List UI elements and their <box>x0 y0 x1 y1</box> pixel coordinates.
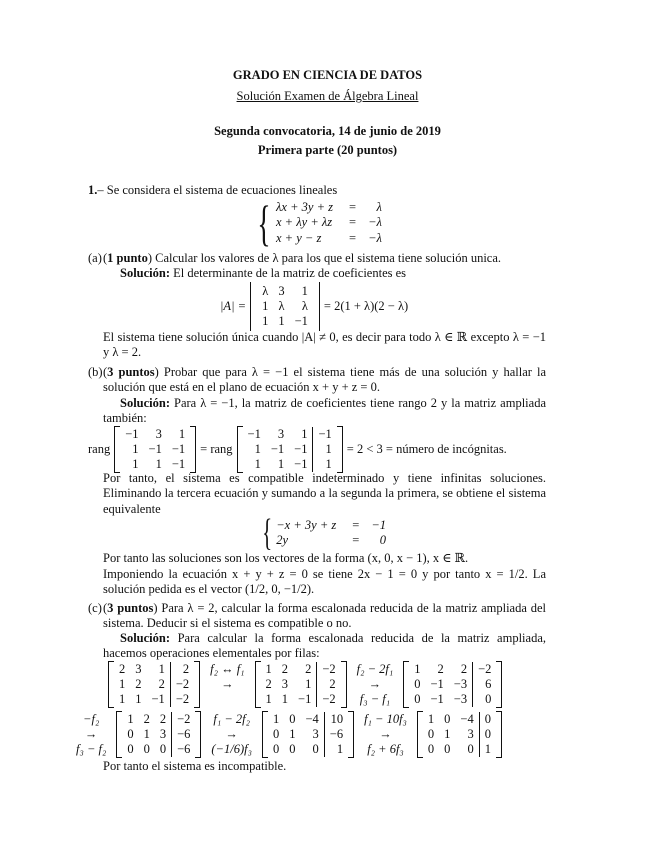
matrix-entry: 1 <box>281 692 289 706</box>
matrix-1 <box>108 661 200 708</box>
rang-label: rang <box>88 442 111 456</box>
matrix-entry: 2 <box>159 712 167 726</box>
equation-eq: = <box>352 517 360 532</box>
matrix-row <box>114 677 194 692</box>
matrix-entry: −2 <box>317 662 341 677</box>
matrix-entry: 2 <box>437 662 444 676</box>
determinant-row <box>220 282 408 331</box>
rank-conclusion: = 2 < 3 = número de incógnitas. <box>346 442 507 456</box>
equation-rhs: 0 <box>379 533 387 547</box>
matrix-entry: 1 <box>301 284 308 298</box>
matrix-row <box>122 727 195 742</box>
matrix-entry: −2 <box>172 712 196 727</box>
part-a-label: (a) <box>88 251 102 265</box>
matrix-entry: 0 <box>289 712 296 726</box>
part-a-question: Calcular los valores de λ para los que el sistema tiene solución unica. <box>152 251 502 265</box>
part-b-question: Probar que para λ = −1 el sistema tiene más de una solución y hallar la solución que está en el plano de ecuación x + y + z = 0. <box>103 365 546 395</box>
left-brace: { <box>257 195 271 251</box>
coefficient-matrix <box>114 426 196 473</box>
rank-row <box>88 426 507 473</box>
matrix-row <box>122 712 195 727</box>
matrix-entry: −1 <box>270 442 285 456</box>
part-a-prompt <box>103 251 546 266</box>
matrix-entry: 3 <box>135 662 142 676</box>
matrix-table <box>120 427 190 472</box>
operation-line: f₂ ↔ f₁ <box>210 662 245 676</box>
part-b-prompt <box>103 365 546 396</box>
matrix-row <box>423 742 496 757</box>
matrix-entry: −1 <box>430 692 444 706</box>
equation-rhs: −1 <box>371 517 387 532</box>
matrix-entry: 1 <box>119 677 126 691</box>
solution-label: Solución: <box>120 396 171 410</box>
matrix-table <box>268 712 348 757</box>
part-b-label: (b) <box>88 365 103 379</box>
matrix-entry: 1 <box>119 692 126 706</box>
matrix-entry: −2 <box>170 677 194 692</box>
matrix-entry: 0 <box>272 727 280 741</box>
matrix-entry: 3 <box>159 727 167 741</box>
matrix-entry: 3 <box>277 427 285 441</box>
equation-eq: = <box>349 215 357 230</box>
matrix-row <box>261 692 341 707</box>
part-b-paragraph-2: Por tanto las soluciones son los vectores de la forma (x, 0, x − 1), x ∈ ℝ. <box>103 551 469 565</box>
part-c-question: Para λ = 2, calcular la forma escalonada reducida de la matriz ampliada del sistema. Deducir si el sistema es compatible o no. <box>103 601 546 631</box>
operation-line <box>226 692 229 707</box>
operation-line: f₂ + 6f₃ <box>367 742 404 756</box>
matrix-row <box>257 299 313 314</box>
matrix-entry: −3 <box>453 677 468 691</box>
part-b-points: ( 3 puntos ) <box>103 365 159 379</box>
matrix-entry: −1 <box>125 427 139 441</box>
matrix-entry: 1 <box>262 314 269 328</box>
problem-number: 1. <box>88 183 98 197</box>
matrix-entry: −2 <box>317 692 341 707</box>
matrix-row <box>409 677 496 692</box>
solution-text: El determinante de la matriz de coeficientes es <box>170 266 407 280</box>
matrix-entry: 1 <box>444 727 451 741</box>
part-a-conclusion: El sistema tiene solución única cuando |A| ≠ 0, es decir para todo λ ∈ ℝ excepto λ = −1 y λ = 2. <box>103 330 546 360</box>
matrix-entry: 1 <box>132 442 139 456</box>
matrix-entry: −1 <box>313 427 337 442</box>
matrix-row <box>423 727 496 742</box>
matrix-entry: 6 <box>473 677 497 692</box>
matrix-row <box>122 742 195 757</box>
matrix-entry: −1 <box>298 692 312 706</box>
part-a-solution <box>103 266 546 281</box>
part-c-solution <box>103 631 546 662</box>
matrix-row <box>243 457 337 472</box>
matrix-entry: 2 <box>460 662 468 676</box>
matrix-entry: 1 <box>301 427 308 441</box>
matrix-entry: λ <box>301 299 308 313</box>
matrix-entry: 3 <box>467 727 474 741</box>
matrix-entry: −3 <box>453 692 468 706</box>
matrix-entry: 2 <box>135 677 142 691</box>
matrix-entry: −6 <box>172 742 196 757</box>
matrix-row <box>257 314 313 329</box>
matrix-entry: 0 <box>479 712 496 727</box>
matrix-2 <box>255 661 347 708</box>
equation-row <box>274 533 392 549</box>
matrix-row <box>114 692 194 707</box>
matrix-entry: −4 <box>305 712 319 726</box>
matrix-row <box>114 662 194 677</box>
equation-lhs: −x + 3y + z <box>276 517 337 532</box>
equation-lhs: x + y − z <box>276 230 322 245</box>
matrix-6 <box>417 711 502 758</box>
matrix-row <box>268 727 348 742</box>
matrix-entry: −2 <box>170 692 194 707</box>
matrix-entry: 1 <box>277 457 285 471</box>
part-c-prompt <box>103 601 546 632</box>
part-c-conclusion: Por tanto el sistema es incompatible. <box>103 759 287 773</box>
matrix-entry: 1 <box>265 662 272 676</box>
matrix-entry: 2 <box>317 677 341 692</box>
det-rhs: = 2(1 + λ)(2 − λ) <box>323 299 409 313</box>
row-operation-3 <box>76 712 106 757</box>
operation-line: → <box>225 727 238 741</box>
matrix-entry: 2 <box>143 712 150 726</box>
equation-row <box>274 518 392 534</box>
matrix-entry: −1 <box>294 457 308 471</box>
equation-row <box>274 215 388 231</box>
matrix-table <box>409 662 496 707</box>
matrix-table <box>122 712 195 757</box>
matrix-entry: 0 <box>272 742 280 756</box>
matrix-entry: 3 <box>155 427 162 441</box>
operation-line: (−1/6)f₃ <box>211 742 252 756</box>
operation-line: → <box>379 727 392 741</box>
matrix-entry: 0 <box>127 727 134 741</box>
matrix-entry: λ <box>262 284 269 298</box>
matrix-table <box>423 712 496 757</box>
operation-line: f₃ − f₂ <box>76 742 107 756</box>
solution-text: Para calcular la forma escalonada reducida de la matriz ampliada, hacemos operaciones elementales por filas: <box>103 631 546 661</box>
operation-line: f₂ − 2f₁ <box>356 662 394 676</box>
left-brace: { <box>262 512 273 554</box>
equation-lhs: x + λy + λz <box>276 215 333 230</box>
matrix-entry: 0 <box>479 727 496 742</box>
matrix-entry: 1 <box>262 299 269 313</box>
matrix-entry: −1 <box>430 677 444 691</box>
matrix-entry: 2 <box>119 662 126 676</box>
equation-lhs: 2y <box>276 533 289 547</box>
matrix-row <box>261 677 341 692</box>
matrix-entry: 2 <box>281 662 289 676</box>
matrix-entry: λ <box>278 299 285 313</box>
matrix-entry: 1 <box>414 662 421 676</box>
matrix-entry: 1 <box>272 712 280 726</box>
part-b-paragraph-1: Por tanto, el sistema es compatible indeterminado y tiene infinitas soluciones. Eliminando la tercera ecuación y sumando a la segunda la primera, se obtiene el sistema equivalente <box>103 471 546 516</box>
matrix-row <box>261 662 341 677</box>
part-c-label: (c) <box>88 601 102 615</box>
matrix-entry: 1 <box>313 442 337 457</box>
equation-rhs: λ <box>376 199 382 214</box>
matrix-entry: 2 <box>305 662 312 676</box>
matrix-row <box>268 742 348 757</box>
operation-line: → <box>84 727 98 741</box>
equation-eq: = <box>349 230 357 245</box>
matrix-entry: 3 <box>312 727 319 741</box>
matrix-entry: 0 <box>473 692 497 707</box>
rang-label-2: = rang <box>200 442 233 456</box>
matrix-entry: 0 <box>467 742 474 756</box>
matrix-entry: 1 <box>324 742 348 757</box>
session-heading: Segunda convocatoria, 14 de junio de 2019 <box>214 124 441 138</box>
matrix-entry: 2 <box>158 677 165 691</box>
row-operation-5 <box>364 712 407 757</box>
matrix-row <box>243 442 337 457</box>
matrix-row <box>120 427 190 442</box>
system-table <box>274 518 392 549</box>
matrix-entry: 0 <box>312 742 319 756</box>
matrix-entry: −1 <box>294 442 308 456</box>
operation-line: → <box>368 677 382 691</box>
matrix-entry: 1 <box>278 314 285 328</box>
det-lhs: |A| = <box>220 299 247 313</box>
operation-line: f₁ − 10f₃ <box>364 712 407 726</box>
matrix-entry: −6 <box>172 727 196 742</box>
matrix-row <box>120 442 190 457</box>
matrix-entry: 0 <box>127 742 134 756</box>
matrix-entry: 1 <box>313 457 337 472</box>
matrix-entry: 0 <box>159 742 167 756</box>
equation-eq: = <box>352 533 360 547</box>
matrix-row <box>423 712 496 727</box>
matrix-entry: 1 <box>479 742 496 757</box>
solution-label: Solución: <box>120 266 171 280</box>
matrix-table <box>114 662 194 707</box>
matrix-entry: 1 <box>178 427 186 441</box>
matrix-entry: 1 <box>265 692 272 706</box>
matrix-entry: 0 <box>414 692 421 706</box>
matrix-entry: −1 <box>171 442 186 456</box>
matrix-entry: 0 <box>289 742 296 756</box>
operation-line: −f₂ <box>83 712 100 726</box>
matrix-entry: −2 <box>473 662 497 677</box>
matrix-entry: 1 <box>127 712 134 726</box>
problem-intro <box>88 183 337 198</box>
matrix-entry: −1 <box>294 314 308 328</box>
equation-system <box>252 195 388 251</box>
matrix-entry: 1 <box>254 442 261 456</box>
solution-text: Para λ = −1, la matriz de coeficientes tiene rango 2 y la matriz ampliada también: <box>103 396 546 426</box>
matrix-entry: 1 <box>135 692 142 706</box>
solution-label: Solución: <box>120 631 171 645</box>
matrix-table <box>257 284 313 329</box>
matrix-row <box>409 692 496 707</box>
matrix-entry: 1 <box>143 727 150 741</box>
matrix-entry: −1 <box>171 457 186 471</box>
row-operation-4 <box>211 712 252 757</box>
exam-subtitle: Solución Examen de Álgebra Lineal <box>236 89 419 103</box>
equivalent-system <box>258 514 392 552</box>
equation-eq: = <box>349 199 357 214</box>
matrix-entry: 0 <box>427 727 435 741</box>
matrix-row <box>243 427 337 442</box>
operation-line: f₁ − 2f₂ <box>213 712 250 726</box>
matrix-entry: −4 <box>460 712 474 726</box>
part-heading: Primera parte (20 puntos) <box>257 143 398 157</box>
equation-row <box>274 200 388 216</box>
matrix-entry: −1 <box>151 692 165 706</box>
part-c-points: ( 3 puntos ) <box>103 601 158 615</box>
matrix-3 <box>403 661 502 708</box>
matrix-entry: 1 <box>132 457 139 471</box>
matrix-row <box>268 712 348 727</box>
matrix-entry: 3 <box>278 284 285 298</box>
row-reduction-step-2 <box>70 711 506 758</box>
augmented-matrix <box>237 426 343 473</box>
matrix-entry: 0 <box>143 742 150 756</box>
equation-rhs: −λ <box>368 230 382 245</box>
row-operation-2 <box>357 662 394 707</box>
matrix-entry: −1 <box>148 442 162 456</box>
matrix-table <box>243 427 337 472</box>
matrix-entry: −6 <box>324 727 348 742</box>
matrix-row <box>409 662 496 677</box>
row-reduction-step-1 <box>104 661 506 708</box>
matrix-entry: 1 <box>289 727 296 741</box>
course-title: GRADO EN CIENCIA DE DATOS <box>232 68 423 82</box>
problem-statement: – Se considera el sistema de ecuaciones lineales <box>97 183 338 197</box>
matrix-entry: 3 <box>281 677 289 691</box>
matrix-entry: 0 <box>444 742 451 756</box>
row-operation-1 <box>210 662 244 707</box>
matrix-entry: 1 <box>155 457 162 471</box>
matrix-entry: 0 <box>427 742 435 756</box>
matrix-row <box>257 284 313 299</box>
equation-row <box>274 231 388 247</box>
matrix-entry: 1 <box>305 677 312 691</box>
matrix-entry: 2 <box>170 662 194 677</box>
part-b-paragraph-3: Imponiendo la ecuación x + y + z = 0 se tiene 2x − 1 = 0 y por tanto x = 1/2. La solución pedida es el vector (1/2, 0, −1/2). <box>103 567 546 597</box>
operation-line: f₃ − f₁ <box>359 692 391 706</box>
part-b-solution <box>103 396 546 427</box>
matrix-entry: 1 <box>254 457 261 471</box>
equation-rhs: −λ <box>368 215 382 230</box>
matrix-entry: 2 <box>265 677 272 691</box>
matrix-entry: −1 <box>247 427 261 441</box>
matrix-entry: 1 <box>158 662 165 676</box>
matrix-entry: 0 <box>414 677 421 691</box>
matrix-entry: 1 <box>427 712 435 726</box>
matrix-row <box>120 457 190 472</box>
system-table <box>274 200 388 247</box>
equation-lhs: λx + 3y + z <box>276 199 333 214</box>
matrix-entry: 0 <box>444 712 451 726</box>
matrix-entry: 10 <box>324 712 348 727</box>
part-a-points: ( 1 punto ) <box>103 251 152 265</box>
matrix-5 <box>262 711 354 758</box>
matrix-4 <box>116 711 201 758</box>
determinant-matrix <box>250 282 320 331</box>
matrix-table <box>261 662 341 707</box>
operation-line: → <box>221 677 234 691</box>
